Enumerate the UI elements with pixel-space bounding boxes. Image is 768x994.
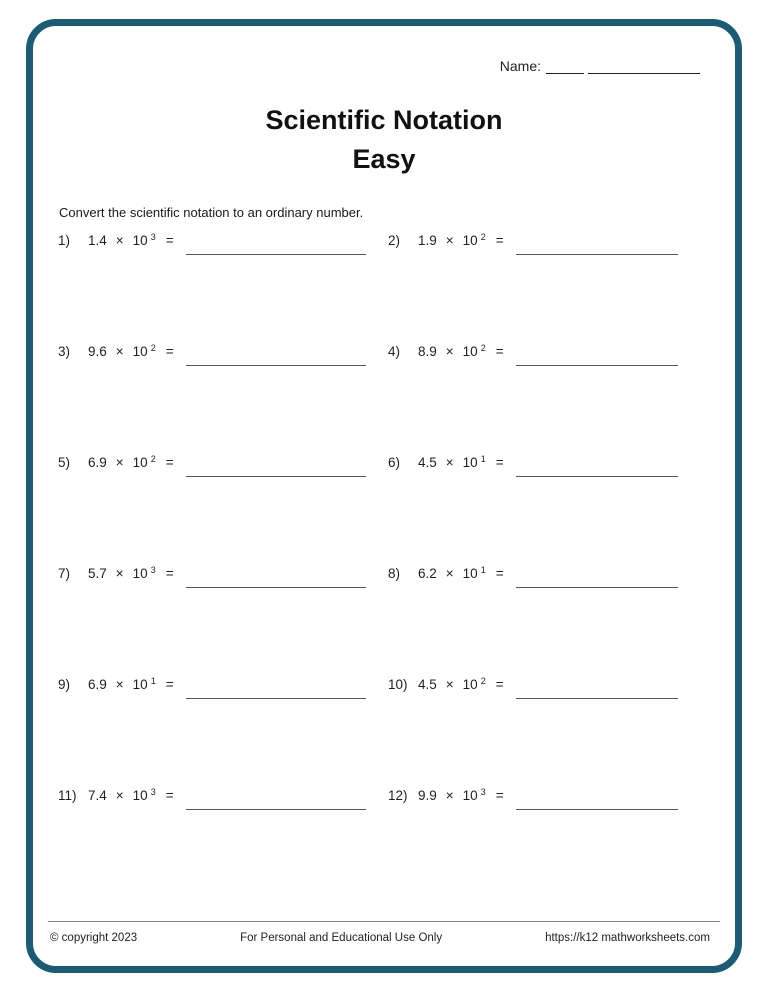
multiply-sign: × (115, 566, 124, 581)
problem-number: 2) (388, 233, 401, 248)
answer-blank (186, 677, 366, 699)
problem-number: 4) (388, 344, 401, 359)
problem-number: 3) (58, 344, 71, 359)
problem-mantissa: 5.7 (88, 566, 107, 581)
problem-item (388, 233, 700, 344)
multiply-sign: × (445, 788, 454, 803)
instruction-text: Convert the scientific notation to an ordinary number. (59, 205, 364, 220)
answer-blank (516, 233, 678, 255)
equals-sign: = (165, 344, 174, 359)
title-block (0, 101, 768, 179)
problem-item (388, 344, 700, 455)
problem-item (58, 233, 388, 344)
problem-number: 11) (58, 788, 77, 803)
problem-mantissa: 9.6 (88, 344, 107, 359)
problem-mantissa: 7.4 (88, 788, 107, 803)
problem-base: 10 (462, 455, 478, 470)
problem-base: 10 (462, 233, 478, 248)
equals-sign: = (495, 566, 504, 581)
answer-blank (186, 788, 366, 810)
multiply-sign: × (445, 233, 454, 248)
footer (50, 932, 710, 944)
multiply-sign: × (115, 344, 124, 359)
equals-sign: = (165, 788, 174, 803)
problem-mantissa: 4.5 (418, 455, 437, 470)
problem-base: 10 (462, 344, 478, 359)
answer-blank (516, 344, 678, 366)
problem-item (388, 566, 700, 677)
problem-mantissa: 6.9 (88, 455, 107, 470)
problem-base: 10 (462, 788, 478, 803)
answer-blank (516, 455, 678, 477)
problem-exponent: 3 (150, 232, 156, 242)
multiply-sign: × (445, 566, 454, 581)
problem-mantissa: 1.4 (88, 233, 107, 248)
problem-item (58, 566, 388, 677)
problem-number: 10) (388, 677, 408, 692)
problem-base: 10 (132, 455, 148, 470)
answer-blank (516, 677, 678, 699)
problem-item (58, 788, 388, 899)
problem-number: 12) (388, 788, 408, 803)
problem-mantissa: 9.9 (418, 788, 437, 803)
problem-mantissa: 6.2 (418, 566, 437, 581)
problem-base: 10 (132, 233, 148, 248)
problem-exponent: 2 (150, 454, 156, 464)
problem-number: 8) (388, 566, 401, 581)
multiply-sign: × (445, 677, 454, 692)
problem-number: 6) (388, 455, 401, 470)
problem-exponent: 2 (150, 343, 156, 353)
equals-sign: = (495, 788, 504, 803)
problem-exponent: 3 (480, 787, 486, 797)
problem-exponent: 2 (480, 676, 486, 686)
page-title: Scientific Notation (265, 105, 503, 135)
equals-sign: = (495, 344, 504, 359)
problem-item (58, 344, 388, 455)
equals-sign: = (495, 233, 504, 248)
problem-item (388, 455, 700, 566)
problem-number: 5) (58, 455, 71, 470)
name-row (500, 58, 700, 74)
problem-mantissa: 4.5 (418, 677, 437, 692)
answer-blank (186, 344, 366, 366)
footer-copyright: © copyright 2023 (50, 932, 138, 944)
problem-number: 1) (58, 233, 71, 248)
problem-base: 10 (132, 566, 148, 581)
footer-url: https://k12 mathworksheets.com (545, 932, 710, 944)
page-subtitle: Easy (352, 144, 416, 174)
multiply-sign: × (115, 455, 124, 470)
problems-grid (58, 233, 700, 899)
problem-number: 9) (58, 677, 71, 692)
footer-divider (48, 921, 720, 922)
problem-base: 10 (132, 788, 148, 803)
problem-exponent: 3 (150, 787, 156, 797)
equals-sign: = (165, 233, 174, 248)
problem-exponent: 2 (480, 343, 486, 353)
problem-mantissa: 6.9 (88, 677, 107, 692)
answer-blank (186, 455, 366, 477)
problem-exponent: 1 (480, 454, 486, 464)
problem-exponent: 1 (480, 565, 486, 575)
multiply-sign: × (115, 677, 124, 692)
name-blank-short (546, 58, 584, 74)
problem-mantissa: 8.9 (418, 344, 437, 359)
problem-exponent: 1 (150, 676, 156, 686)
multiply-sign: × (445, 344, 454, 359)
answer-blank (186, 566, 366, 588)
name-blank-long (588, 58, 700, 74)
equals-sign: = (495, 455, 504, 470)
problem-number: 7) (58, 566, 71, 581)
problem-item (388, 677, 700, 788)
multiply-sign: × (445, 455, 454, 470)
equals-sign: = (495, 677, 504, 692)
multiply-sign: × (115, 788, 124, 803)
multiply-sign: × (115, 233, 124, 248)
problem-mantissa: 1.9 (418, 233, 437, 248)
name-label: Name: (499, 58, 541, 74)
problem-item (58, 455, 388, 566)
problem-item (58, 677, 388, 788)
answer-blank (186, 233, 366, 255)
problem-item (388, 788, 700, 899)
problem-exponent: 3 (150, 565, 156, 575)
problem-base: 10 (132, 677, 148, 692)
footer-usage: For Personal and Educational Use Only (240, 932, 443, 944)
answer-blank (516, 566, 678, 588)
problem-base: 10 (132, 344, 148, 359)
problem-base: 10 (462, 677, 478, 692)
equals-sign: = (165, 455, 174, 470)
problem-exponent: 2 (480, 232, 486, 242)
equals-sign: = (165, 566, 174, 581)
answer-blank (516, 788, 678, 810)
equals-sign: = (165, 677, 174, 692)
problem-base: 10 (462, 566, 478, 581)
